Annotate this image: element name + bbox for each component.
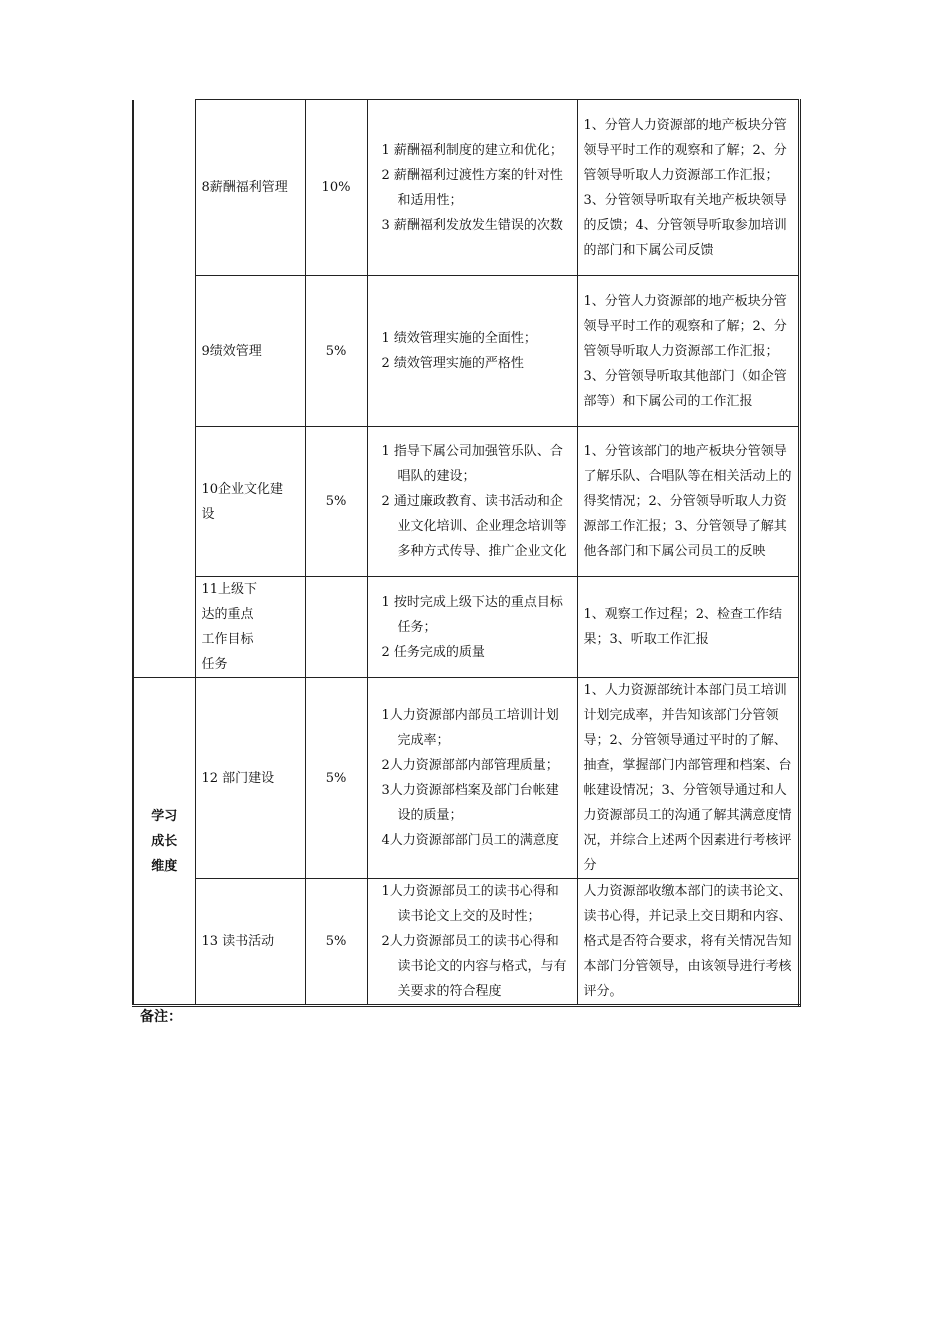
weight-cell (305, 577, 367, 678)
criterion: 2人力资源部员工的读书心得和读书论文的内容与格式，与有关要求的符合程度 (381, 934, 567, 999)
criterion: 2 通过廉政教育、读书活动和企业文化培训、企业理念培训等多种方式传导、推广企业文化 (381, 494, 567, 559)
item-cell: 9绩效管理 (195, 276, 305, 427)
weight-cell: 10% (305, 100, 367, 276)
criterion: 2 绩效管理实施的严格性 (381, 356, 524, 371)
item-cell: 10企业文化建设 (195, 427, 305, 577)
criterion: 3 薪酬福利发放发生错误的次数 (381, 217, 563, 233)
criterion: 1 按时完成上级下达的重点目标任务； (381, 594, 563, 635)
dimension-cell (133, 678, 195, 1006)
criterion: 1人力资源部员工的读书心得和读书论文上交的及时性； (381, 884, 559, 924)
criterion: 1 指导下属公司加强管乐队、合唱队的建设； (381, 444, 563, 484)
criterion: 2 薪酬福利过渡性方案的针对性和适用性； (381, 167, 563, 208)
criteria-cell (367, 427, 577, 577)
note-label: 备注： (140, 1009, 182, 1025)
method-cell: 1、分管该部门的地产板块分管领导了解乐队、合唱队等在相关活动上的得奖情况；2、分管领导听取人力资源部工作汇报；3、分管领导了解其他各部门和下属公司员工的反映 (577, 427, 799, 577)
criteria-cell (367, 100, 577, 276)
weight-cell: 5% (305, 276, 367, 427)
dimension-label: 学习成长维度 (151, 808, 178, 874)
method-cell: 1、人力资源部统计本部门员工培训计划完成率，并告知该部门分管领导；2、分管领导通过平时的了解、抽查，掌握部门内部管理和档案、台帐建设情况；3、分管领导通过和人力资源部员工的沟通了解其满意度情况，并综合上述两个因素进行考核评分 (577, 678, 799, 879)
method-cell: 人力资源部收缴本部门的读书论文、读书心得，并记录上交日期和内容、格式是否符合要求，将有关情况告知本部门分管领导，由该领导进行考核评分。 (577, 879, 799, 1006)
weight-cell: 5% (305, 427, 367, 577)
criterion: 1 绩效管理实施的全面性； (381, 331, 537, 346)
criterion: 2人力资源部部内部管理质量； (381, 758, 559, 773)
item-cell: 8薪酬福利管理 (195, 100, 305, 276)
criteria-cell (367, 879, 577, 1006)
criteria-cell (367, 678, 577, 879)
criteria-cell (367, 276, 577, 427)
criterion: 1 薪酬福利制度的建立和优化； (381, 142, 563, 158)
item-cell: 11上级下达的重点工作目标任务 (195, 577, 305, 678)
table-row (133, 276, 799, 427)
criteria-cell (367, 577, 577, 678)
criterion: 4人力资源部部门员工的满意度 (381, 833, 559, 848)
table-row (133, 879, 799, 1006)
table-row (133, 100, 799, 276)
dimension-cell-continued (133, 100, 195, 678)
criterion: 1人力资源部内部员工培训计划完成率； (381, 708, 559, 748)
kpi-table (132, 99, 801, 1007)
item-cell: 12 部门建设 (195, 678, 305, 879)
method-cell: 1、观察工作过程；2、检查工作结果；3、听取工作汇报 (577, 577, 799, 678)
table-row (133, 678, 799, 879)
criterion: 2 任务完成的质量 (381, 644, 485, 660)
criterion: 3人力资源部档案及部门台帐建设的质量； (381, 783, 559, 823)
method-cell: 1、分管人力资源部的地产板块分管领导平时工作的观察和了解；2、分管领导听取人力资源部工作汇报；3、分管领导听取有关地产板块领导的反馈；4、分管领导听取参加培训的部门和下属公司反馈 (577, 100, 799, 276)
method-cell: 1、分管人力资源部的地产板块分管领导平时工作的观察和了解；2、分管领导听取人力资源部工作汇报；3、分管领导听取其他部门（如企管部等）和下属公司的工作汇报 (577, 276, 799, 427)
table-row (133, 427, 799, 577)
table-row (133, 577, 799, 678)
weight-cell: 5% (305, 678, 367, 879)
item-cell: 13 读书活动 (195, 879, 305, 1006)
weight-cell: 5% (305, 879, 367, 1006)
